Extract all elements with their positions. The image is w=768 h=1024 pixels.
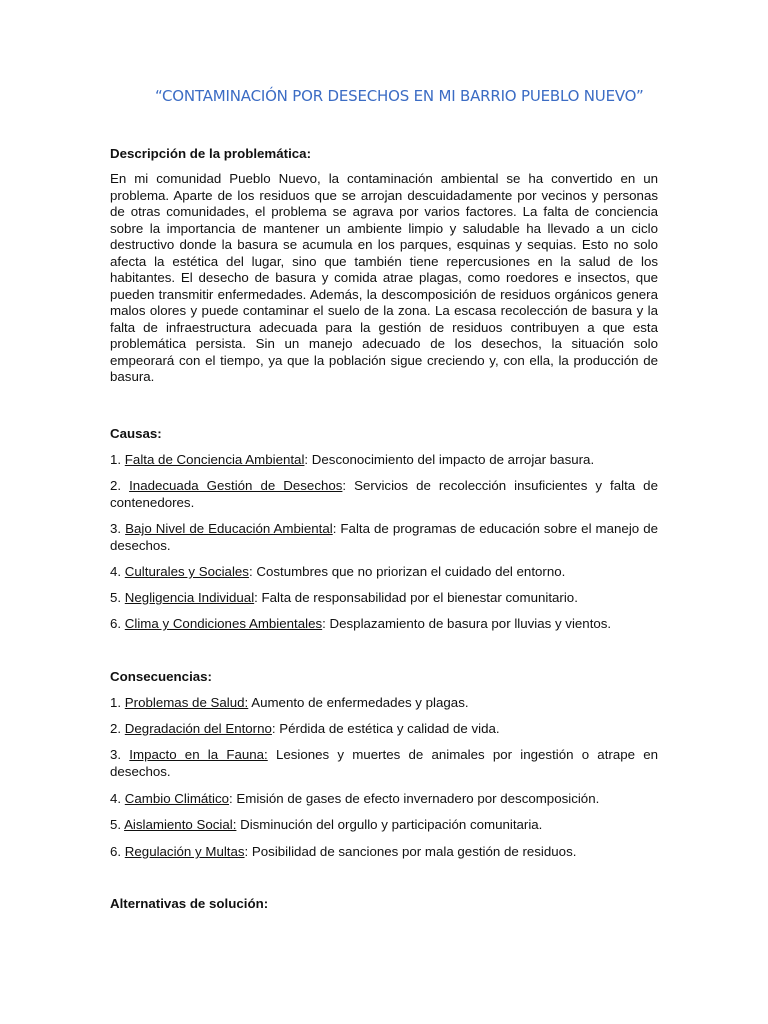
description-heading: Descripción de la problemática:: [110, 146, 311, 161]
cause-term: Inadecuada Gestión de Desechos: [129, 478, 343, 493]
cause-item: 4. Culturales y Sociales: Costumbres que no priorizan el cuidado del entorno.: [110, 564, 566, 579]
consequence-item: 5. Aislamiento Social: Disminución del orgullo y participación comunitaria.: [110, 817, 543, 832]
alternatives-heading: Alternativas de solución:: [110, 896, 269, 911]
cause-term: Culturales y Sociales: [124, 564, 249, 579]
consequence-item: 1. Problemas de Salud: Aumento de enfermedades y plagas.: [110, 695, 469, 710]
cause-term: Clima y Condiciones Ambientales: [124, 616, 323, 631]
cause-item: 2. Inadecuada Gestión de Desechos: Servicios de recolección insuficientes y falta de contenedores.: [110, 478, 658, 510]
cause-term: Bajo Nivel de Educación Ambiental: [125, 521, 333, 536]
document-title: “CONTAMINACIÓN POR DESECHOS EN MI BARRIO PUEBLO NUEVO”: [155, 87, 644, 105]
causes-heading: Causas:: [110, 426, 162, 441]
description-paragraph: En mi comunidad Pueblo Nuevo, la contaminación ambiental se ha convertido en un problema. Aparte de los residuos que se arrojan descuidadamente por vecinos y personas de otras comunidades, el problema se agrava por varios factores. La falta de conciencia sobre la importancia de mantener un ambiente limpio y saludable ha llevado a un ciclo destructivo donde la basura se acumula en los parques, esquinas y sequias. Esto no solo afecta la estética del lugar, sino que también tiene repercusiones en la salud de los habitantes. El desecho de basura y comida atrae plagas, como roedores e insectos, que pueden transmitir enfermedades. Además, la descomposición de residuos orgánicos genera malos olores y puede contaminar el suelo de la zona. La escasa recolección de basura y la falta de infraestructura adecuada para la gestión de residuos contribuyen a que esta problemática persista. Sin un manejo adecuado de los desechos, la situación solo empeorará con el tiempo, ya que la población sigue creciendo y, con ella, la producción de basura.: [110, 171, 658, 384]
consequence-term: Aislamiento Social:: [124, 817, 237, 832]
cause-term: Falta de Conciencia Ambiental: [124, 452, 305, 467]
consequence-item: 2. Degradación del Entorno: Pérdida de estética y calidad de vida.: [110, 721, 500, 736]
consequence-term: Regulación y Multas: [124, 844, 245, 859]
cause-item: 6. Clima y Condiciones Ambientales: Desplazamiento de basura por lluvias y vientos.: [110, 616, 612, 631]
consequence-term: Impacto en la Fauna:: [129, 747, 268, 762]
consequences-heading: Consecuencias:: [110, 669, 212, 684]
consequence-term: Cambio Climático: [124, 791, 229, 806]
cause-item: 5. Negligencia Individual: Falta de responsabilidad por el bienestar comunitario.: [110, 590, 578, 605]
consequence-item: 6. Regulación y Multas: Posibilidad de sanciones por mala gestión de residuos.: [110, 844, 577, 859]
cause-item: 3. Bajo Nivel de Educación Ambiental: Falta de programas de educación sobre el manejo de desechos.: [110, 521, 658, 553]
consequence-item: 3. Impacto en la Fauna: Lesiones y muertes de animales por ingestión o atrape en desechos.: [110, 747, 659, 779]
cause-item: 1. Falta de Conciencia Ambiental: Desconocimiento del impacto de arrojar basura.: [110, 452, 595, 467]
consequence-term: Problemas de Salud:: [124, 695, 249, 710]
cause-term: Negligencia Individual: [124, 590, 255, 605]
consequence-term: Degradación del Entorno: [124, 721, 272, 736]
consequence-item: 4. Cambio Climático: Emisión de gases de efecto invernadero por descomposición.: [110, 791, 600, 806]
